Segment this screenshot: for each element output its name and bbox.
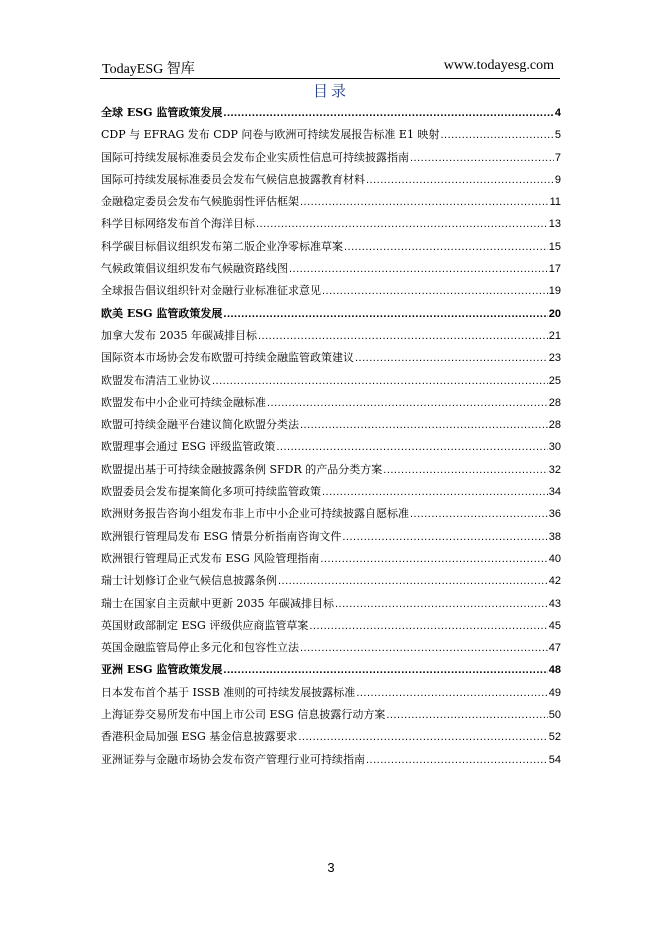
toc-entry-page: 54 (548, 753, 561, 766)
toc-entry-page: 9 (554, 173, 561, 186)
toc-entry-title: 欧洲银行管理局正式发布 ESG 风险管理指南 (101, 551, 320, 565)
toc-entry-page: 36 (548, 508, 561, 521)
toc-dot-leader (223, 107, 553, 119)
toc-entry-page: 19 (548, 285, 561, 298)
toc-dot-leader (355, 352, 548, 364)
toc-entry-title: 科学目标网络发布首个海洋目标 (101, 217, 255, 231)
toc-entry-page: 48 (548, 664, 561, 677)
toc-section-entry[interactable] (101, 661, 561, 683)
toc-entry-title: 加拿大发布 2035 年碳减排目标 (101, 328, 257, 342)
toc-entry-page: 5 (554, 129, 561, 142)
toc-entry-page: 47 (548, 642, 561, 655)
toc-entry-title: 香港积金局加强 ESG 基金信息披露要求 (101, 730, 298, 744)
toc-entry-page: 23 (548, 352, 561, 365)
toc-dot-leader (322, 285, 548, 297)
toc-entry-page: 52 (548, 731, 561, 744)
toc-entry-title: 国际资本市场协会发布欧盟可持续金融监管政策建议 (101, 351, 354, 365)
toc-entry[interactable] (101, 238, 561, 260)
table-of-contents (101, 104, 561, 773)
toc-entry-title: 金融稳定委员会发布气候脆弱性评估框架 (101, 195, 299, 209)
header-brand: TodayESG 智库 (102, 62, 195, 77)
toc-dot-leader (256, 218, 548, 230)
toc-entry[interactable] (101, 193, 561, 215)
toc-dot-leader (335, 598, 548, 610)
toc-entry[interactable] (101, 572, 561, 594)
page-number: 3 (327, 860, 335, 875)
toc-entry-title: 欧盟发布中小企业可持续金融标准 (101, 395, 266, 409)
toc-entry-title: CDP 与 EFRAG 发布 CDP 问卷与欧洲可持续发展报告标准 E1 映射 (101, 128, 440, 142)
toc-dot-leader (300, 196, 549, 208)
toc-entry-page: 28 (548, 396, 561, 409)
toc-entry-title: 欧洲财务报告咨询小组发布非上市中小企业可持续披露自愿标准 (101, 507, 409, 521)
toc-dot-leader (212, 375, 548, 387)
toc-entry-title: 欧美 ESG 监管政策发展 (101, 306, 223, 320)
toc-section-entry[interactable] (101, 305, 561, 327)
toc-entry-title: 国际可持续发展标准委员会发布气候信息披露教育材料 (101, 172, 365, 186)
toc-dot-leader (366, 174, 554, 186)
toc-entry-title: 瑞士在国家自主贡献中更新 2035 年碳减排目标 (101, 596, 334, 610)
toc-dot-leader (309, 620, 547, 632)
toc-entry-page: 7 (554, 151, 561, 164)
toc-entry-page: 49 (548, 686, 561, 699)
toc-dot-leader (322, 486, 548, 498)
toc-entry-page: 11 (549, 196, 561, 209)
toc-dot-leader (258, 330, 548, 342)
toc-dot-leader (289, 263, 548, 275)
toc-dot-leader (410, 152, 554, 164)
toc-entry-title: 上海证券交易所发布中国上市公司 ESG 信息披露行动方案 (101, 708, 386, 722)
toc-entry-title: 全球 ESG 监管政策发展 (101, 106, 223, 119)
toc-entry-title: 气候政策倡议组织发布气候融资路线图 (101, 262, 288, 276)
toc-dot-leader (267, 397, 548, 409)
toc-dot-leader (300, 419, 548, 431)
toc-entry-title: 欧盟发布清洁工业协议 (101, 373, 211, 387)
toc-entry-title: 英国财政部制定 ESG 评级供应商监管草案 (101, 618, 309, 632)
toc-entry-page: 42 (548, 575, 561, 588)
toc-entry[interactable] (101, 751, 561, 773)
toc-entry-title: 科学碳目标倡议组织发布第二版企业净零标准草案 (101, 239, 343, 253)
toc-entry[interactable] (101, 260, 561, 282)
toc-entry[interactable] (101, 126, 561, 148)
toc-entry[interactable] (101, 639, 561, 661)
toc-entry-title: 英国金融监管局停止多元化和包容性立法 (101, 641, 299, 655)
toc-dot-leader (298, 731, 547, 743)
toc-entry[interactable] (101, 483, 561, 505)
toc-entry-page: 40 (548, 552, 561, 565)
toc-entry-page: 25 (548, 374, 561, 387)
toc-entry[interactable] (101, 438, 561, 460)
toc-dot-leader (410, 508, 548, 520)
toc-entry-page: 30 (548, 441, 561, 454)
toc-dot-leader (383, 464, 547, 476)
toc-entry-title: 日本发布首个基于 ISSB 准则的可持续发展披露标准 (101, 685, 356, 699)
toc-dot-leader (320, 553, 547, 565)
toc-entry[interactable] (101, 528, 561, 550)
toc-entry-title: 欧盟提出基于可持续金融披露条例 SFDR 的产品分类方案 (101, 462, 383, 476)
toc-entry-title: 欧盟可持续金融平台建议简化欧盟分类法 (101, 418, 299, 432)
toc-entry-title: 欧盟理事会通过 ESG 评级监管政策 (101, 440, 276, 454)
toc-entry[interactable] (101, 505, 561, 527)
toc-entry-page: 50 (548, 709, 561, 722)
toc-entry-title: 欧洲银行管理局发布 ESG 情景分析指南咨询文件 (101, 529, 342, 543)
toc-dot-leader (342, 531, 547, 543)
toc-dot-leader (278, 575, 548, 587)
toc-entry[interactable] (101, 416, 561, 438)
toc-entry-page: 34 (548, 486, 561, 499)
toc-entry-title: 欧盟委员会发布提案简化多项可持续监管政策 (101, 485, 321, 499)
toc-dot-leader (440, 129, 553, 141)
toc-dot-leader (344, 241, 548, 253)
toc-entry[interactable] (101, 706, 561, 728)
header-website: www.todayesg.com (443, 58, 554, 73)
toc-entry-title: 瑞士计划修订企业气候信息披露条例 (101, 574, 277, 588)
toc-dot-leader (356, 687, 547, 699)
toc-entry[interactable] (101, 728, 561, 750)
toc-entry[interactable] (101, 394, 561, 416)
toc-entry-page: 28 (548, 419, 561, 432)
toc-entry[interactable] (101, 372, 561, 394)
toc-entry[interactable] (101, 327, 561, 349)
toc-entry-page: 13 (548, 218, 561, 231)
header-divider (100, 78, 560, 79)
toc-dot-leader (223, 664, 547, 676)
toc-entry[interactable] (101, 684, 561, 706)
toc-dot-leader (366, 754, 548, 766)
toc-entry[interactable] (101, 617, 561, 639)
toc-entry-page: 38 (548, 530, 561, 543)
toc-entry[interactable] (101, 149, 561, 171)
toc-dot-leader (276, 441, 547, 453)
toc-entry-title: 亚洲证券与金融市场协会发布资产管理行业可持续指南 (101, 752, 365, 766)
toc-entry[interactable] (101, 215, 561, 237)
toc-entry-title: 国际可持续发展标准委员会发布企业实质性信息可持续披露指南 (101, 150, 409, 164)
toc-entry[interactable] (101, 282, 561, 304)
toc-entry[interactable] (101, 171, 561, 193)
toc-dot-leader (300, 642, 548, 654)
toc-entry-page: 15 (548, 240, 561, 253)
toc-dot-leader (223, 308, 547, 320)
toc-entry-title: 全球报告倡议组织针对金融行业标准征求意见 (101, 284, 321, 298)
toc-entry[interactable] (101, 550, 561, 572)
toc-entry-page: 4 (554, 107, 561, 119)
toc-section-entry[interactable] (101, 104, 561, 126)
toc-entry-page: 43 (548, 597, 561, 610)
toc-entry[interactable] (101, 595, 561, 617)
toc-entry-page: 20 (548, 307, 561, 320)
toc-entry-page: 32 (548, 463, 561, 476)
toc-entry[interactable] (101, 349, 561, 371)
toc-dot-leader (386, 709, 547, 721)
toc-entry[interactable] (101, 461, 561, 483)
toc-entry-page: 17 (548, 263, 561, 276)
toc-entry-page: 45 (548, 619, 561, 632)
toc-entry-page: 21 (548, 329, 561, 342)
toc-title: 目录 (312, 82, 349, 100)
toc-entry-title: 亚洲 ESG 监管政策发展 (101, 663, 223, 677)
